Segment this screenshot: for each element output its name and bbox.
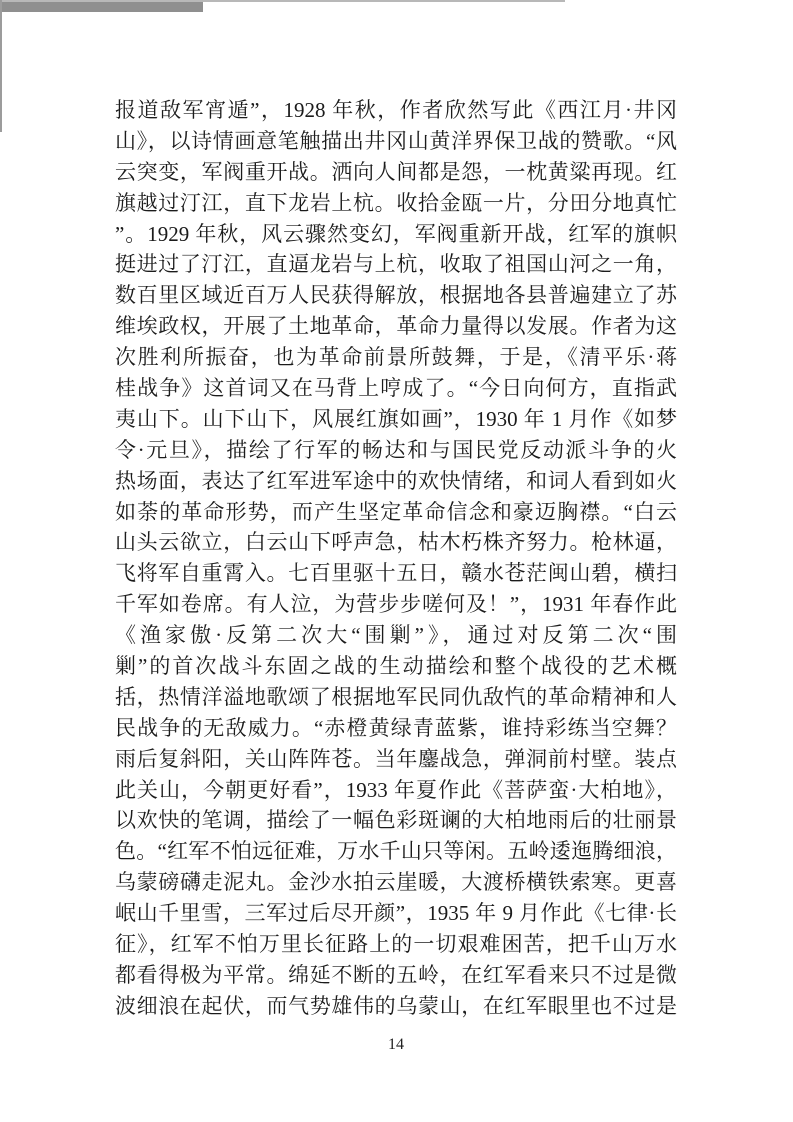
text-line: 挺进过了汀江，直逼龙岩与上杭，收取了祖国山河之一角， (115, 252, 677, 277)
text-line: 热场面，表达了红军进军途中的欢快情绪，和词人看到如火 (115, 468, 677, 493)
text-line: 括，热情洋溢地歌颂了根据地军民同仇敌忾的革命精神和人 (115, 684, 677, 709)
text-line: 千军如卷席。有人泣，为营步步嗟何及！”，1931 年春作此 (115, 592, 677, 617)
text-line: 色。“红军不怕远征难，万水千山只等闲。五岭逶迤腾细浪， (115, 839, 677, 864)
text-line: 征》，红军不怕万里长征路上的一切艰难困苦，把千山万水 (115, 932, 677, 957)
scan-artifact-top-line (0, 0, 565, 2)
text-line: 波细浪在起伏，而气势雄伟的乌蒙山，在红军眼里也不过是 (115, 993, 677, 1018)
text-line: 桂战争》这首词又在马背上哼成了。“今日向何方，直指武 (115, 376, 677, 401)
text-line: 数百里区域近百万人民获得解放，根据地各县普遍建立了苏 (115, 283, 677, 308)
text-line: 以欢快的笔调，描绘了一幅色彩斑谰的大柏地雨后的壮丽景 (115, 808, 677, 833)
text-line: 《渔家傲·反第二次大“围剿”》，通过对反第二次“围 (115, 623, 677, 648)
text-line: 岷山千里雪，三军过后尽开颜”，1935 年 9 月作此《七律·长 (115, 901, 677, 926)
text-line: 都看得极为平常。绵延不断的五岭，在红军看来只不过是微 (115, 962, 677, 987)
text-line: 如荼的革命形势，而产生坚定革命信念和豪迈胸襟。“白云 (115, 499, 677, 524)
text-line: 此关山，今朝更好看”，1933 年夏作此《菩萨蛮·大柏地》， (115, 777, 677, 802)
text-line: 山》，以诗情画意笔触描出井冈山黄洋界保卫战的赞歌。“风 (115, 128, 677, 153)
body-text (115, 95, 677, 1022)
page-number: 14 (388, 1036, 404, 1053)
text-line: 旗越过汀江，直下龙岩上杭。收拾金瓯一片，分田分地真忙 (115, 190, 677, 215)
text-line: 乌蒙磅礴走泥丸。金沙水拍云崖暖，大渡桥横铁索寒。更喜 (115, 870, 677, 895)
text-line: 令·元旦》，描绘了行军的畅达和与国民党反动派斗争的火 (115, 437, 677, 462)
scan-artifact-left-line (0, 0, 2, 132)
text-line: 报道敌军宵遁”，1928 年秋，作者欣然写此《西江月·井冈 (115, 98, 677, 122)
text-line: 民战争的无敌威力。“赤橙黄绿青蓝紫，谁持彩练当空舞？ (115, 715, 677, 740)
text-line: ”。1929 年秋，风云骤然变幻，军阀重新开战，红军的旗帜 (115, 221, 677, 246)
text-line: 雨后复斜阳，关山阵阵苍。当年鏖战急，弹洞前村壁。装点 (115, 746, 677, 771)
text-line: 剿”的首次战斗东固之战的生动描绘和整个战役的艺术概 (115, 654, 677, 679)
text-line: 飞将军自重霄入。七百里驱十五日，赣水苍茫闽山碧，横扫 (115, 561, 677, 586)
text-line: 夷山下。山下山下，风展红旗如画”，1930 年 1 月作《如梦 (115, 406, 677, 431)
text-line: 山头云欲立，白云山下呼声急，枯木朽株齐努力。枪林逼， (115, 530, 677, 555)
text-line: 维埃政权，开展了土地革命，革命力量得以发展。作者为这 (115, 314, 677, 339)
text-line: 次胜利所振奋，也为革命前景所鼓舞，于是，《清平乐·蒋 (115, 345, 677, 370)
text-line: 云突变，军阀重开战。洒向人间都是怨，一枕黄粱再现。红 (115, 159, 677, 184)
